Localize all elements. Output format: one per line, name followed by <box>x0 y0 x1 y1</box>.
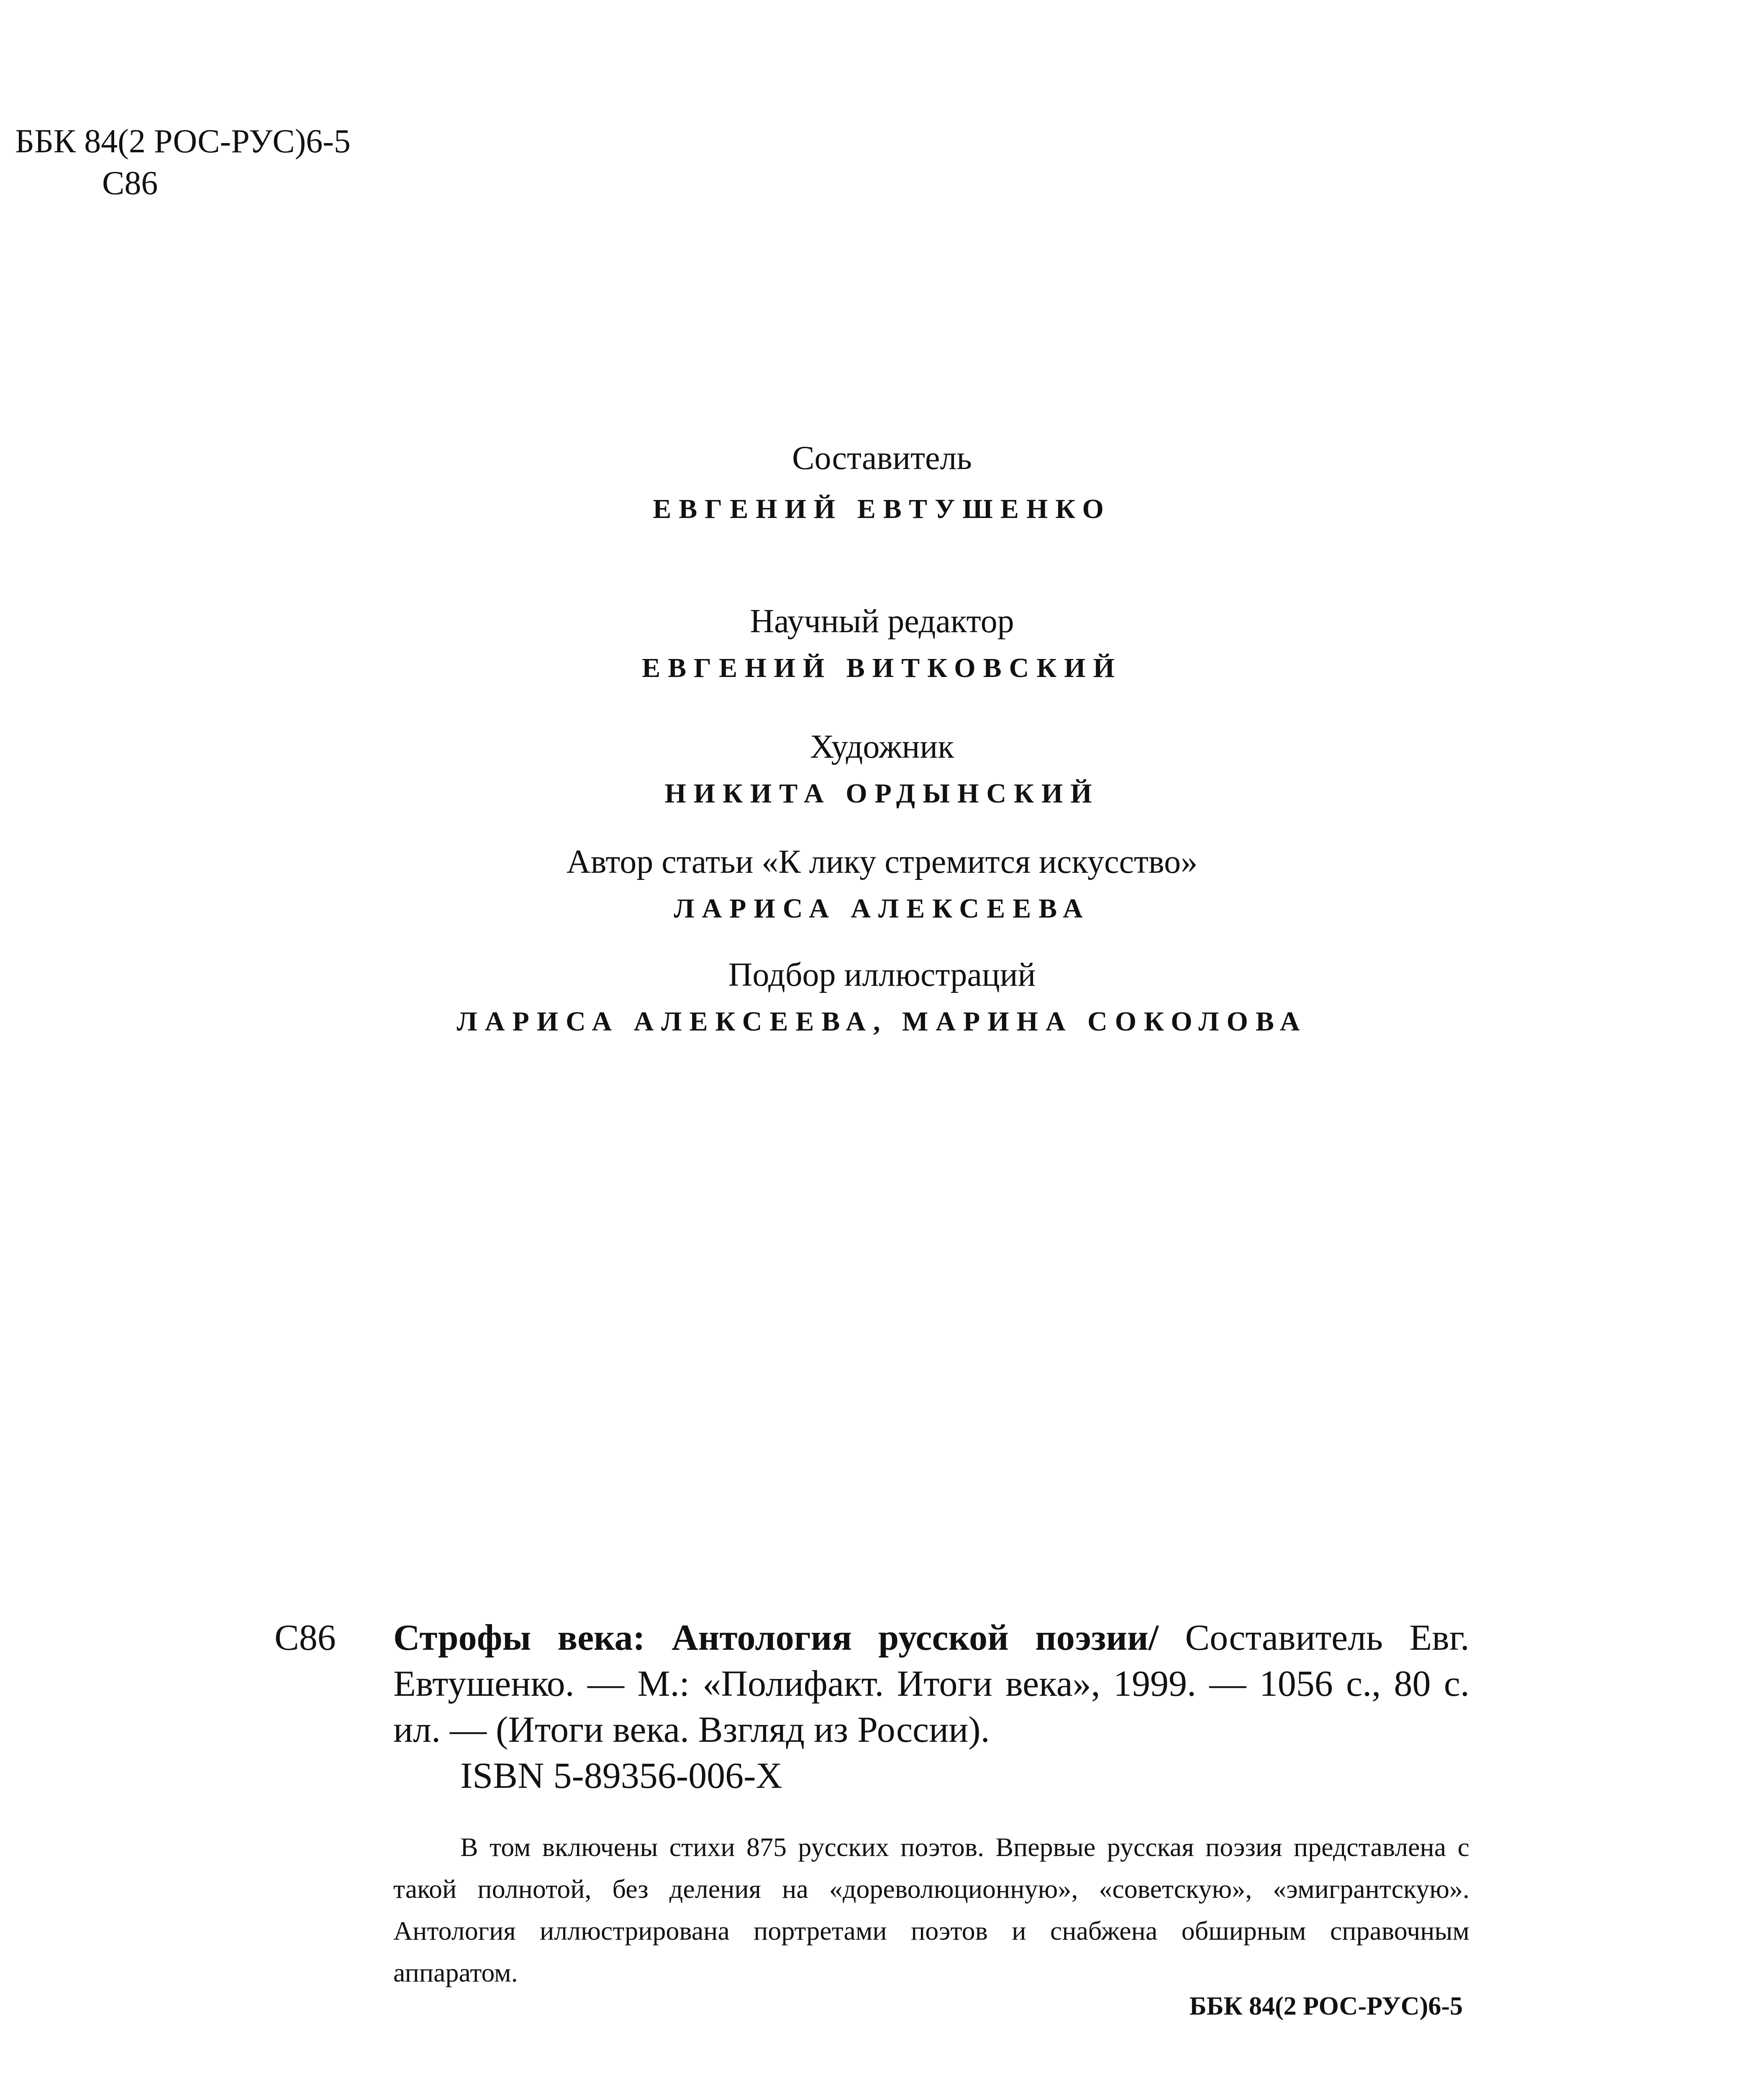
catalog-details: Составитель Евг. Евтушенко. — М.: «Полифакт. Итоги века», 1999. — 1056 с., 80 с. ил. — (Итоги века. Взгляд из России). <box>393 1618 1470 1750</box>
credit-label: Художник <box>810 728 954 765</box>
bbk-code: ББК 84(2 РОС-РУС)6-5 <box>15 123 351 160</box>
credit-name: ЕВГЕНИЙ ЕВТУШЕНКО <box>653 494 1111 524</box>
credit-scientific-editor <box>0 600 1764 689</box>
credit-artist <box>0 726 1764 815</box>
credit-name: ЛАРИСА АЛЕКСЕЕВА <box>674 893 1090 924</box>
catalog-author-sign: С86 <box>274 1618 336 1658</box>
book-title: Строфы века: Антология русской поэзии/ <box>393 1618 1159 1658</box>
catalog-description <box>393 1615 1469 1753</box>
credit-compiler <box>0 437 1764 530</box>
annotation: В том включены стихи 875 русских поэтов. Впервые русская поэзия представлена с такой полнотой, без деления на «дореволюционную», «советскую», «эмигрантскую». Антология иллюстрирована портретами поэтов и снабжена обширным справочным аппаратом. <box>393 1832 1469 1987</box>
catalog-bbk: ББК 84(2 РОС-РУС)6-5 <box>1189 1992 1463 2020</box>
credit-name: НИКИТА ОРДЫНСКИЙ <box>664 778 1100 809</box>
credit-label: Научный редактор <box>750 603 1014 640</box>
bbk-classification-top <box>15 120 351 204</box>
credit-label: Автор статьи «К лику стремится искусство» <box>566 843 1198 880</box>
credit-article-author <box>0 841 1764 930</box>
credit-name: ЛАРИСА АЛЕКСЕЕВА, МАРИНА СОКОЛОВА <box>456 1006 1308 1037</box>
author-sign: С86 <box>102 165 158 202</box>
credit-label: Составитель <box>792 440 972 477</box>
credit-name: ЕВГЕНИЙ ВИТКОВСКИЙ <box>642 653 1122 683</box>
catalog-isbn: ISBN 5-89356-006-X <box>460 1756 782 1796</box>
credit-illustrations <box>0 954 1764 1043</box>
credit-label: Подбор иллюстраций <box>728 956 1036 993</box>
